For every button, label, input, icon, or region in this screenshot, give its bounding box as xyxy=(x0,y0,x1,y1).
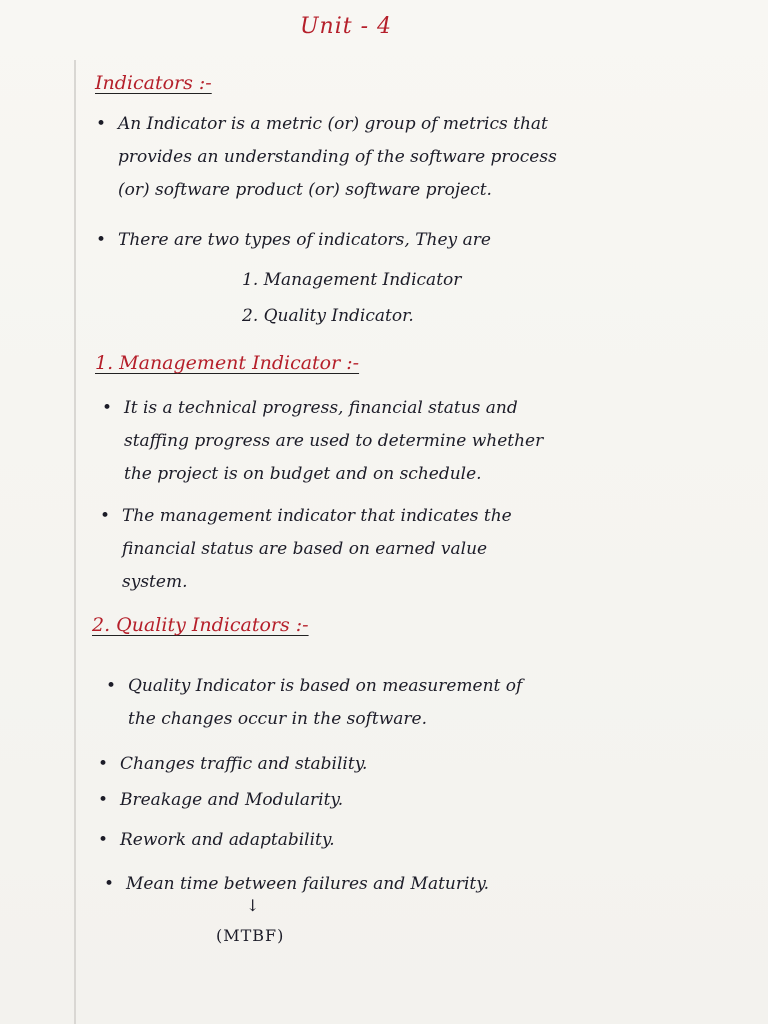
list-item: 2. Quality Indicator. xyxy=(242,306,414,326)
text-line: the project is on budget and on schedule. xyxy=(124,464,482,484)
text-line: staffing progress are used to determine whether xyxy=(124,431,544,451)
text-line: • It is a technical progress, financial status and xyxy=(124,398,518,418)
management-paragraph-1 xyxy=(124,392,543,491)
margin-line xyxy=(74,60,76,1024)
text-line: • An Indicator is a metric (or) group of metrics that xyxy=(118,114,548,134)
text-line: • Quality Indicator is based on measurement of xyxy=(128,676,523,696)
page-title: Unit - 4 xyxy=(300,14,393,39)
list-item: 1. Management Indicator xyxy=(242,270,462,290)
heading-management-indicator: 1. Management Indicator :- xyxy=(95,352,360,374)
heading-quality-indicators: 2. Quality Indicators :- xyxy=(92,614,309,636)
management-paragraph-2 xyxy=(122,500,512,599)
down-arrow-icon: ↓ xyxy=(246,896,260,915)
list-item: • Breakage and Modularity. xyxy=(120,790,343,810)
quality-paragraph-1 xyxy=(128,670,522,736)
list-item: • Changes traffic and stability. xyxy=(120,754,367,774)
text-line: provides an understanding of the software process xyxy=(118,147,557,167)
mtbf-label: (MTBF) xyxy=(216,926,285,945)
indicators-paragraph-1 xyxy=(118,108,557,207)
text-line: • There are two types of indicators, They are xyxy=(118,230,491,250)
text-line: the changes occur in the software. xyxy=(128,709,428,729)
heading-indicators: Indicators :- xyxy=(95,72,212,94)
text-line: (or) software product (or) software project. xyxy=(118,180,492,200)
text-line: system. xyxy=(122,572,188,592)
list-item: • Mean time between failures and Maturity. xyxy=(126,874,489,894)
list-item: • Rework and adaptability. xyxy=(120,830,335,850)
indicators-paragraph-2 xyxy=(118,224,491,257)
text-line: financial status are based on earned value xyxy=(122,539,488,559)
text-line: • The management indicator that indicates the xyxy=(122,506,512,526)
